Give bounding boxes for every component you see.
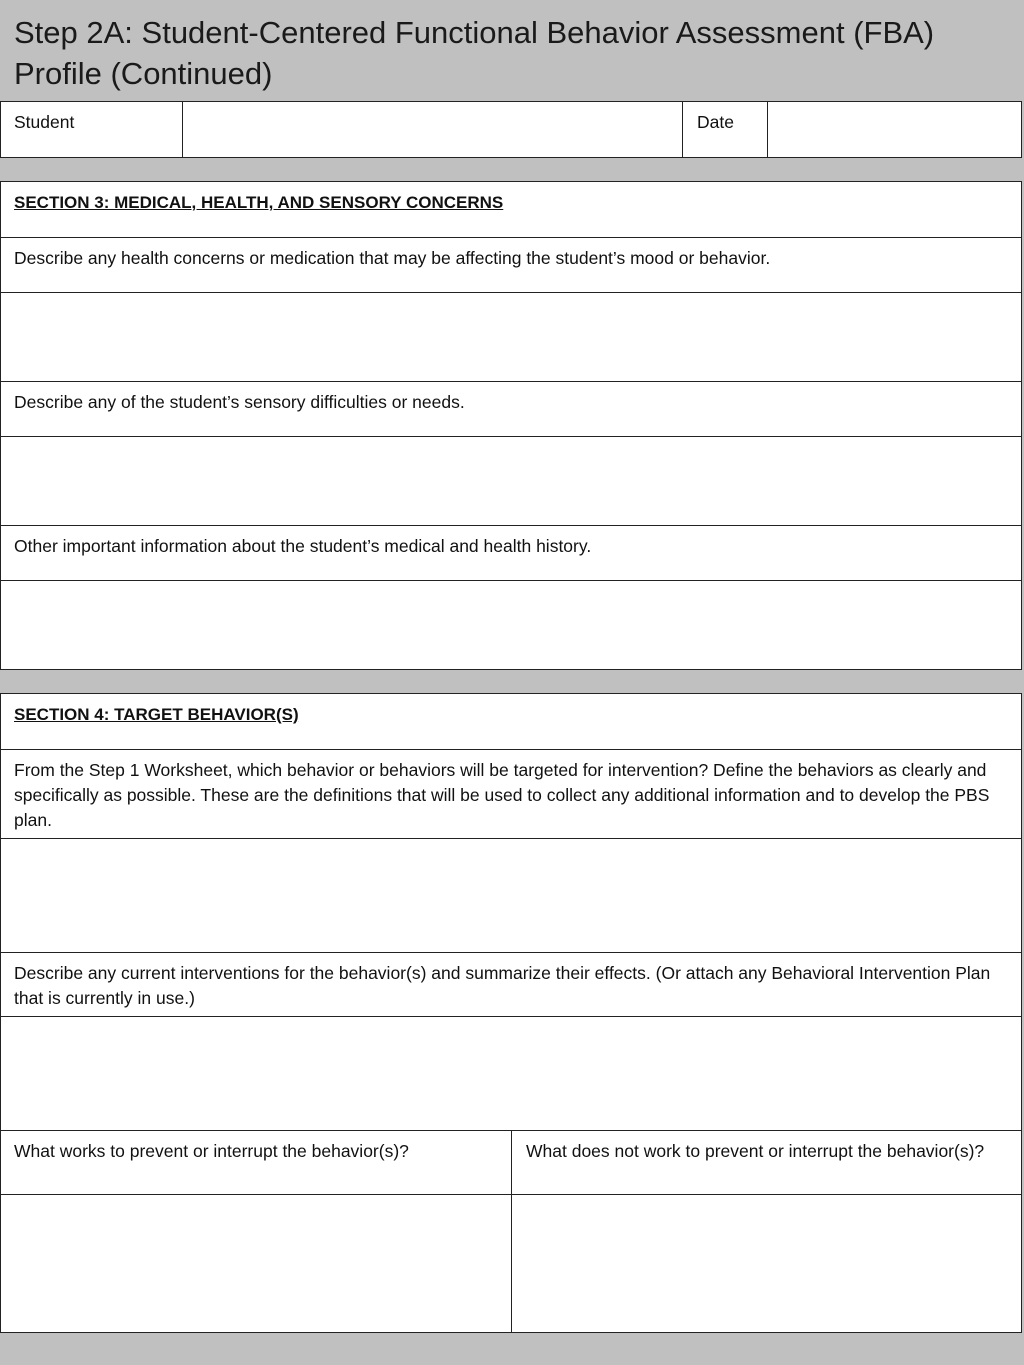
section-3-title: SECTION 3: MEDICAL, HEALTH, AND SENSORY CONCERNS: [14, 193, 504, 212]
student-label: Student: [14, 112, 75, 132]
question-what-works: What works to prevent or interrupt the behavior(s)?: [14, 1141, 409, 1161]
divider: [511, 1131, 512, 1195]
question-what-does-not-work: What does not work to prevent or interrupt the behavior(s)?: [526, 1141, 985, 1161]
divider: [511, 1195, 512, 1332]
question-text: Describe any health concerns or medication that may be affecting the student’s mood or behavior.: [14, 248, 771, 268]
section-4-question-works-row: [1, 1130, 1021, 1195]
answer-health-field[interactable]: [1, 292, 1021, 382]
section-3-header: [1, 182, 1021, 238]
section-4-question-current-interventions: [1, 952, 1021, 1017]
student-date-row: [0, 101, 1022, 158]
answer-current-interventions-field[interactable]: [1, 1016, 1021, 1131]
question-text: From the Step 1 Worksheet, which behavior or behaviors will be targeted for intervention? Define the behaviors as clearly and specifically as possible. These are the definitions that will be used to collect any additional information and to develop the PBS plan.: [14, 760, 990, 830]
divider: [682, 102, 683, 157]
section-3-question-sensory: [1, 381, 1021, 437]
section-4-title: SECTION 4: TARGET BEHAVIOR(S): [14, 705, 299, 724]
section-3-question-health: [1, 237, 1021, 293]
question-text: Describe any of the student’s sensory difficulties or needs.: [14, 392, 465, 412]
section-4: [0, 693, 1022, 1333]
section-3-question-medical-history: [1, 525, 1021, 581]
divider: [767, 102, 768, 157]
date-label: Date: [697, 112, 734, 132]
answer-target-behaviors-field[interactable]: [1, 838, 1021, 953]
section-4-question-target-behaviors: [1, 749, 1021, 839]
section-4-answers-works-row: [1, 1194, 1021, 1332]
answer-medical-history-field[interactable]: [1, 580, 1021, 669]
page-title: Step 2A: Student-Centered Functional Behavior Assessment (FBA) Profile (Continued): [14, 15, 935, 91]
answer-sensory-field[interactable]: [1, 436, 1021, 526]
divider: [182, 102, 183, 157]
section-3: [0, 181, 1022, 670]
section-4-header: [1, 694, 1021, 750]
question-text: Describe any current interventions for the behavior(s) and summarize their effects. (Or attach any Behavioral Intervention Plan that is currently in use.): [14, 963, 991, 1008]
question-text: Other important information about the student’s medical and health history.: [14, 536, 592, 556]
